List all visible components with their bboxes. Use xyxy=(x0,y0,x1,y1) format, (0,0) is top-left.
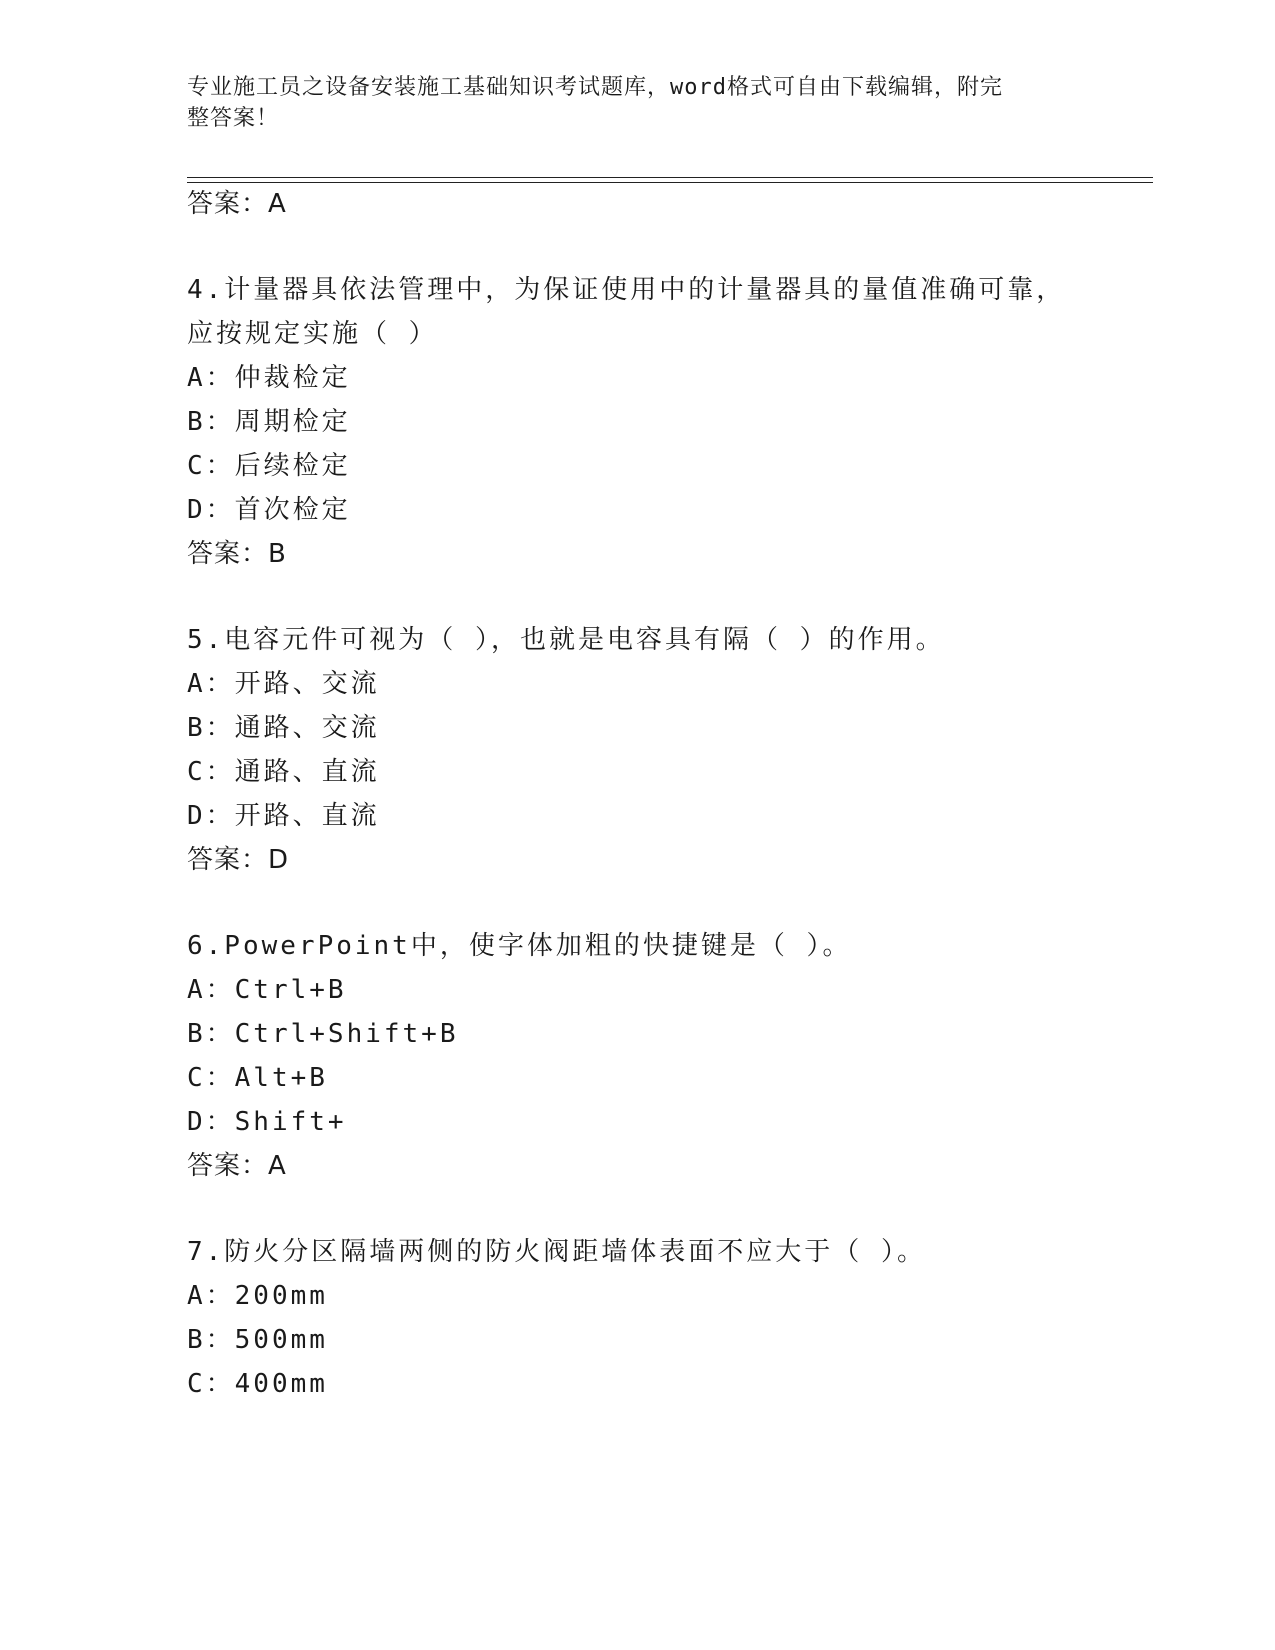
question-7-option-c: C：400mm xyxy=(187,1369,328,1399)
answer-q6: 答案：A xyxy=(187,1151,287,1181)
question-4-option-d: D：首次检定 xyxy=(187,495,351,525)
question-4-stem-line-2: 应按规定实施（ ） xyxy=(187,319,438,349)
question-5-option-c: C：通路、直流 xyxy=(187,757,380,787)
answer-q5: 答案：D xyxy=(187,845,290,875)
question-7-stem: 7.防火分区隔墙两侧的防火阀距墙体表面不应大于（ ）。 xyxy=(187,1237,926,1267)
question-4-stem-line-1: 4.计量器具依法管理中，为保证使用中的计量器具的量值准确可靠， xyxy=(187,275,1066,305)
question-4-option-a: A：仲裁检定 xyxy=(187,363,351,393)
question-6-option-d: D：Shift+ xyxy=(187,1107,347,1137)
header-line-2: 整答案！ xyxy=(187,106,280,131)
question-5-option-a: A：开路、交流 xyxy=(187,669,380,699)
header-rule-bottom xyxy=(187,182,1153,183)
question-4-option-c: C：后续检定 xyxy=(187,451,351,481)
question-6-option-a: A：Ctrl+B xyxy=(187,975,347,1005)
question-7-option-b: B：500mm xyxy=(187,1325,328,1355)
question-7-option-a: A：200mm xyxy=(187,1281,328,1311)
question-6-option-c: C：Alt+B xyxy=(187,1063,328,1093)
question-4-option-b: B：周期检定 xyxy=(187,407,351,437)
question-5-stem: 5.电容元件可视为（ ），也就是电容具有隔（ ）的作用。 xyxy=(187,625,945,655)
header-rule-top xyxy=(187,177,1153,178)
question-5-option-b: B：通路、交流 xyxy=(187,713,380,743)
question-6-stem: 6.PowerPoint中，使字体加粗的快捷键是（ ）。 xyxy=(187,931,852,961)
answer-q3: 答案：A xyxy=(187,189,287,219)
header-line-1: 专业施工员之设备安装施工基础知识考试题库，word格式可自由下载编辑，附完 xyxy=(187,75,1003,100)
question-6-option-b: B：Ctrl+Shift+B xyxy=(187,1019,459,1049)
question-5-option-d: D：开路、直流 xyxy=(187,801,380,831)
answer-q4: 答案：B xyxy=(187,539,287,569)
document-header xyxy=(187,72,1067,134)
